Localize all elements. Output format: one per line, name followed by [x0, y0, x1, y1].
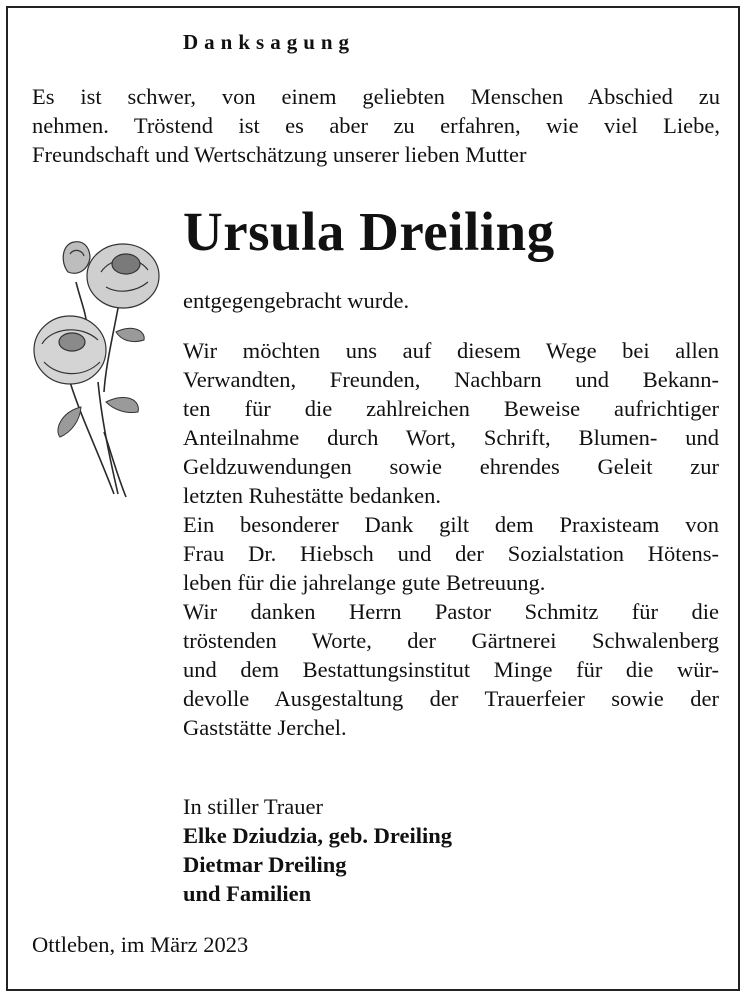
paragraph-line: Ein besonderer Dank gilt dem Praxisteam von [183, 512, 719, 537]
paragraph-line: Frau Dr. Hiebsch und der Sozialstation Hötens- [183, 541, 719, 566]
roses-illustration-icon [26, 232, 176, 500]
after-name-text: entgegengebracht wurde. [183, 288, 410, 313]
paragraph-line: Geldzuwendungen sowie ehrendes Geleit zur [183, 454, 719, 479]
signatory-name: und Familien [183, 881, 312, 906]
paragraph-line: und dem Bestattungsinstitut Minge für die wür- [183, 657, 719, 682]
paragraph-line: letzten Ruhestätte bedanken. [183, 483, 442, 508]
notice-body [183, 286, 719, 742]
paragraph-line: Anteilnahme durch Wort, Schrift, Blumen- und [183, 425, 719, 450]
intro-line: nehmen. Tröstend ist es aber zu erfahren, wie viel Liebe, [32, 113, 720, 138]
intro-line: Es ist schwer, von einem geliebten Menschen Abschied zu [32, 84, 720, 109]
paragraph-line: Wir danken Herrn Pastor Schmitz für die [183, 599, 719, 624]
paragraph-line: Gaststätte Jerchel. [183, 715, 347, 740]
intro-line: Freundschaft und Wertschätzung unserer lieben Mutter [32, 142, 527, 167]
signatory-name: Elke Dziudzia, geb. Dreiling [183, 823, 452, 848]
intro-text [32, 82, 720, 169]
paragraph-line: tröstenden Worte, der Gärtnerei Schwalenberg [183, 628, 719, 653]
paragraph-line: leben für die jahrelange gute Betreuung. [183, 570, 546, 595]
paragraph-line: devolle Ausgestaltung der Trauerfeier sowie der [183, 686, 719, 711]
paragraph-line: ten für die zahlreichen Beweise aufrichtiger [183, 396, 719, 421]
place-date: Ottleben, im März 2023 [32, 932, 249, 957]
paragraph-line: Wir möchten uns auf diesem Wege bei allen [183, 338, 719, 363]
signature-intro: In stiller Trauer [183, 794, 323, 819]
deceased-name: Ursula Dreiling [183, 201, 555, 262]
signatory-name: Dietmar Dreiling [183, 852, 347, 877]
notice-heading: Danksagung [183, 30, 356, 54]
signature-block [183, 792, 452, 908]
paragraph-line: Verwandten, Freunden, Nachbarn und Bekann- [183, 367, 719, 392]
